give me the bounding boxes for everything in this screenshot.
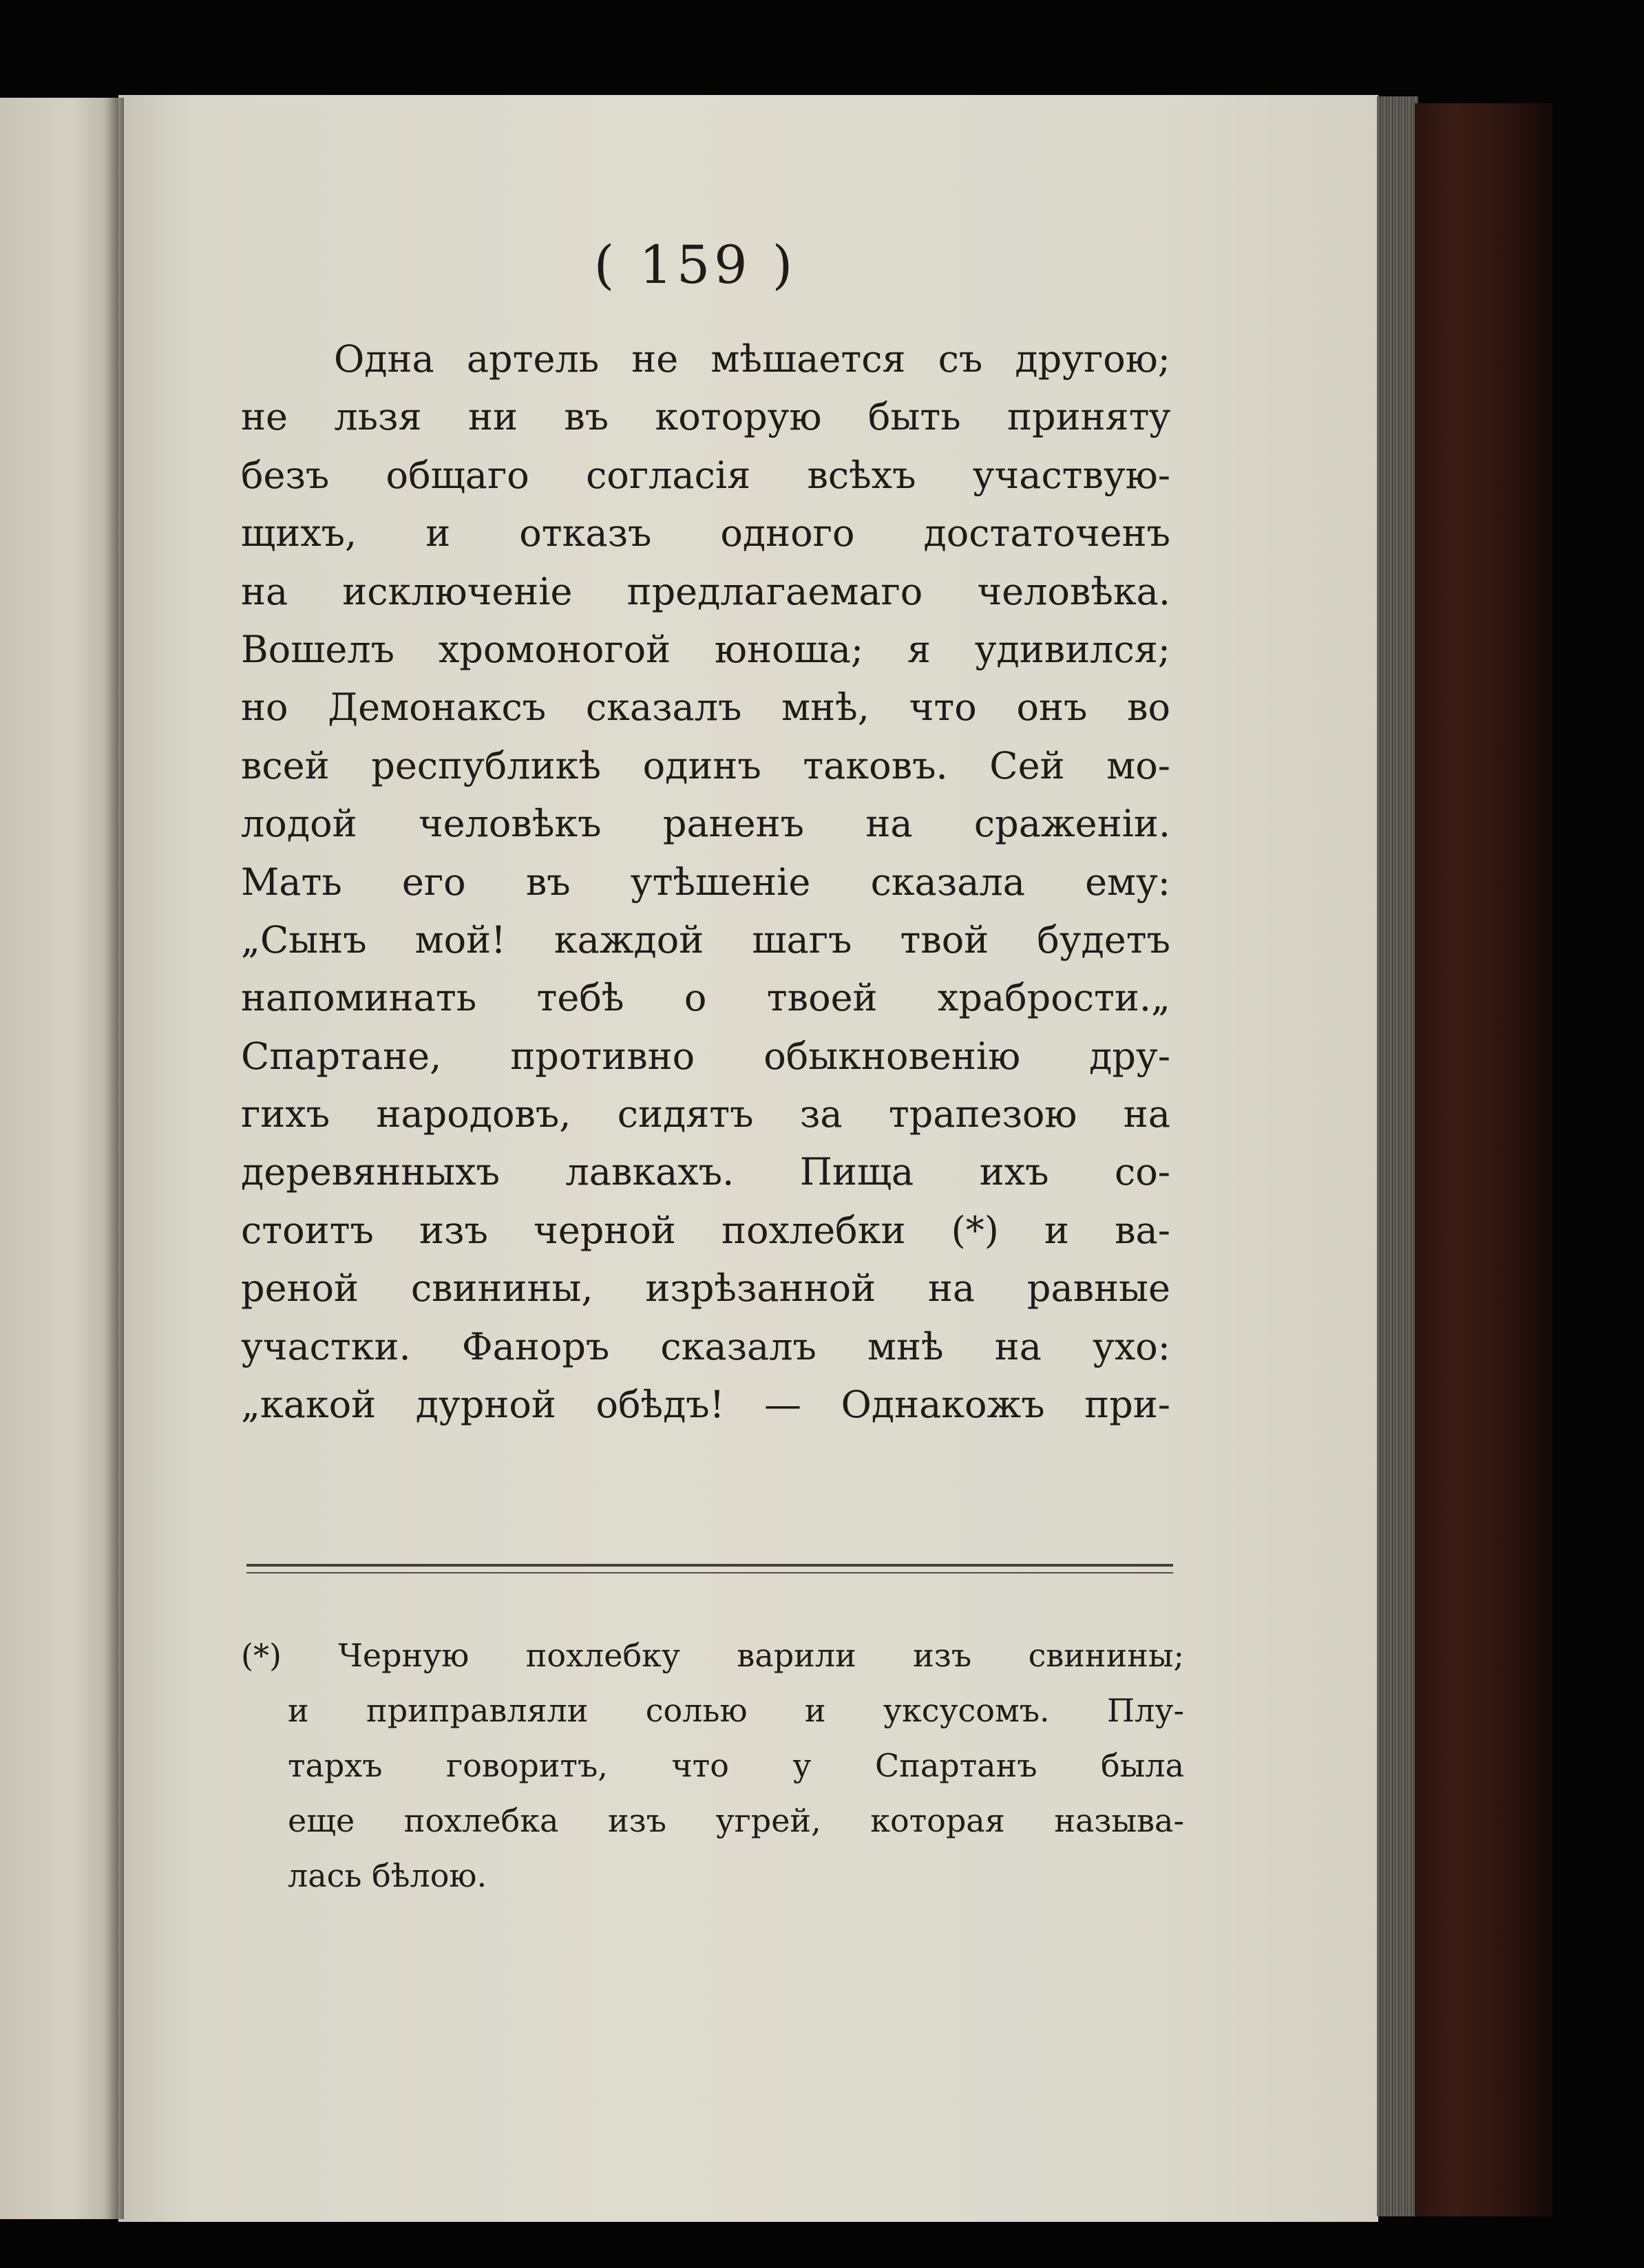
body-line: Одна артель не мѣшается съ другою; (334, 337, 1170, 381)
footnote-line: лась бѣлою. (288, 1857, 487, 1894)
body-line: напоминать тебѣ о твоей храбрости.„ (241, 976, 1170, 1020)
footnote-rule (246, 1564, 1173, 1573)
body-line: гихъ народовъ, сидятъ за трапезою на (241, 1092, 1170, 1136)
body-line: Мать его въ утѣшеніе сказала ему: (241, 860, 1170, 904)
body-line: „Сынъ мой! каждой шагъ твой будетъ (241, 918, 1170, 962)
body-line: стоитъ изъ черной похлебки (*) и ва- (241, 1208, 1170, 1252)
body-line: „какой дурной обѣдъ! — Однакожъ при- (241, 1383, 1170, 1427)
body-text (241, 330, 1170, 1434)
book-cover-edge (1415, 103, 1552, 2216)
body-line: но Демонаксъ сказалъ мнѣ, что онъ во (241, 686, 1170, 730)
body-line: безъ общаго согласія всѣхъ участвую- (241, 453, 1170, 497)
footnote-line: еще похлебка изъ угрей, которая называ- (288, 1802, 1184, 1839)
page-stack-edges (1377, 96, 1418, 2216)
body-line: реной свинины, изрѣзанной на равные (241, 1267, 1170, 1311)
body-line: Спартане, противно обыкновенію дру- (241, 1034, 1170, 1078)
body-line: всей республикѣ одинъ таковъ. Сей мо- (241, 743, 1170, 787)
previous-page-edge (0, 98, 118, 2219)
book-gutter (103, 98, 124, 2219)
footnote-line: и приправляли солью и уксусомъ. Плу- (288, 1692, 1184, 1729)
footnote-line: (*) Черную похлебку варили изъ свинины; (241, 1637, 1184, 1674)
body-line: на исключеніе предлагаемаго человѣка. (241, 569, 1170, 613)
body-line: не льзя ни въ которую быть принятy (241, 395, 1170, 439)
body-line: деревянныхъ лавкахъ. Пища ихъ со- (241, 1150, 1170, 1194)
footnote-line: тархъ говоритъ, что у Спартанъ была (288, 1747, 1184, 1784)
page-number: ( 159 ) (593, 234, 797, 295)
body-line: лодой человѣкъ раненъ на сраженіи. (241, 802, 1170, 846)
body-line: Вошелъ хромоногой юноша; я удивился; (241, 627, 1170, 671)
footnote (241, 1628, 1184, 1903)
body-line: щихъ, и отказъ одного достаточенъ (241, 511, 1170, 555)
body-line: участки. Фаноръ сказалъ мнѣ на ухо: (241, 1324, 1170, 1368)
